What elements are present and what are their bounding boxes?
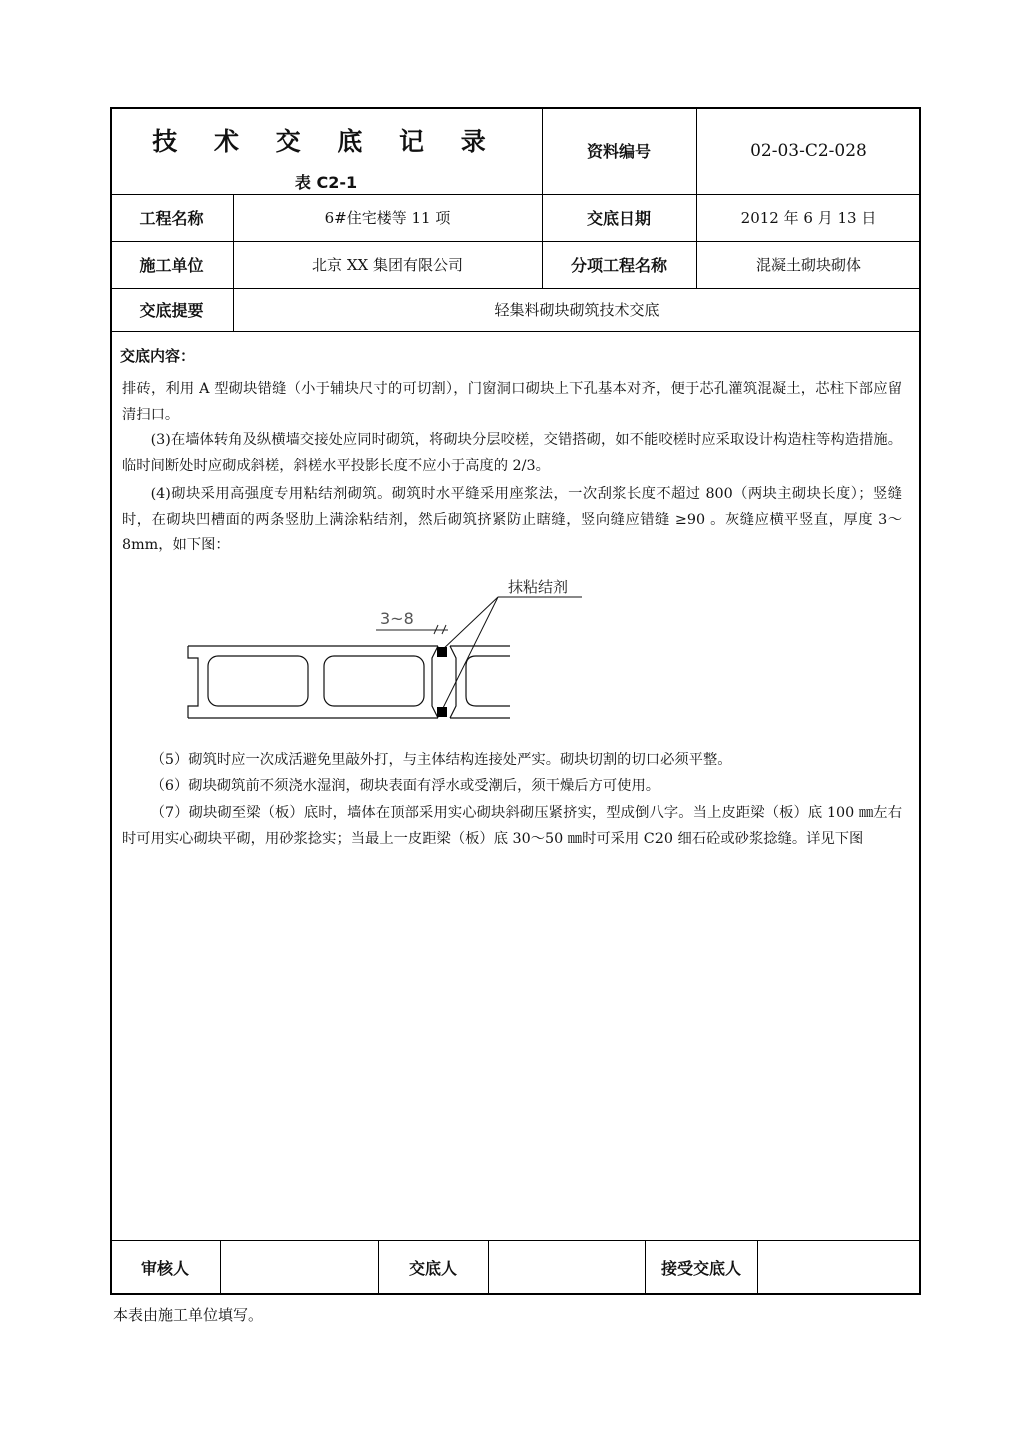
callout-label: 抹粘结剂 xyxy=(508,578,569,596)
summary-value: 轻集料砌块砌筑技术交底 xyxy=(494,301,660,319)
contractor-value: 北京 XX 集团有限公司 xyxy=(312,256,463,274)
block-end xyxy=(188,646,198,718)
discloser-signature xyxy=(488,1240,645,1295)
footnote: 本表由施工单位填写。 xyxy=(113,1306,264,1324)
callout-leader xyxy=(442,597,498,710)
doc-no-label: 资料编号 xyxy=(586,142,651,161)
content-paragraph: （7）砌块砌至梁（板）底时，墙体在顶部采用实心砌块斜砌压紧挤实，型成倒八字。当上皮距梁（板）底 100 ㎜左右时可用实心砌块平砌，用砂浆捻实；当最上一皮距梁（板）底 30～50 ㎜时可采用 C20 细石砼或砂浆捻缝。详见下图 xyxy=(122,805,902,847)
block-cell xyxy=(208,656,308,706)
discloser-label: 交底人 xyxy=(408,1259,457,1278)
content-paragraph: (3)在墙体转角及纵横墙交接处应同时砌筑，将砌块分层咬槎，交错搭砌，如不能咬槎时应采取设计构造柱等构造措施。临时间断处时应砌成斜槎，斜槎水平投影长度不应小于高度的 2/3。 xyxy=(122,432,902,474)
reviewer-signature xyxy=(220,1240,378,1295)
block-cell xyxy=(466,656,510,706)
reviewer-label: 审核人 xyxy=(140,1259,189,1278)
form-title: 技 术 交 底 记 录 xyxy=(152,127,500,156)
adhesive-mark xyxy=(437,707,447,717)
summary-label: 交底提要 xyxy=(139,301,204,320)
block-joint-diagram xyxy=(180,570,569,730)
content-paragraph: （6）砌块砌筑前不须浇水湿润，砌块表面有浮水或受潮后，须干燥后方可使用。 xyxy=(150,778,661,794)
content-heading: 交底内容： xyxy=(120,347,196,365)
block-groove xyxy=(450,646,456,718)
subitem-label: 分项工程名称 xyxy=(570,256,667,275)
adhesive-mark xyxy=(437,647,447,657)
project-name-label: 工程名称 xyxy=(139,209,204,228)
project-name-value: 6#住宅楼等 11 项 xyxy=(324,209,451,227)
disclosure-date-label: 交底日期 xyxy=(586,209,651,228)
doc-no-value: 02-03-C2-028 xyxy=(750,140,867,161)
content-paragraph: 排砖，利用 A 型砌块错缝（小于辅块尺寸的可切割），门窗洞口砌块上下孔基本对齐，便于芯孔灌筑混凝土，芯柱下部应留清扫口。 xyxy=(122,381,902,423)
receiver-signature xyxy=(757,1240,921,1295)
callout-leader xyxy=(440,597,498,652)
disclosure-date-value: 2012 年 6 月 13 日 xyxy=(740,209,877,227)
contractor-label: 施工单位 xyxy=(139,256,204,275)
row-divider xyxy=(110,331,921,332)
receiver-label: 接受交底人 xyxy=(660,1259,741,1278)
form-number: 表 C2-1 xyxy=(294,173,358,192)
block-cell xyxy=(324,656,424,706)
subitem-value: 混凝土砌块砌体 xyxy=(755,256,861,274)
dimension-label: 3~8 xyxy=(380,609,414,628)
content-paragraph: （5）砌筑时应一次成活避免里敲外打，与主体结构连接处严实。砌块切割的切口必须平整。 xyxy=(150,752,732,768)
content-paragraph: (4)砌块采用高强度专用粘结剂砌筑。砌筑时水平缝采用座浆法，一次刮浆长度不超过 800（两块主砌块长度）；竖缝时，在砌块凹槽面的两条竖肋上满涂粘结剂，然后砌筑挤紧防止瞎缝，竖向缝应错缝 ≥90 。灰缝应横平竖直，厚度 3～8mm，如下图： xyxy=(122,486,902,553)
